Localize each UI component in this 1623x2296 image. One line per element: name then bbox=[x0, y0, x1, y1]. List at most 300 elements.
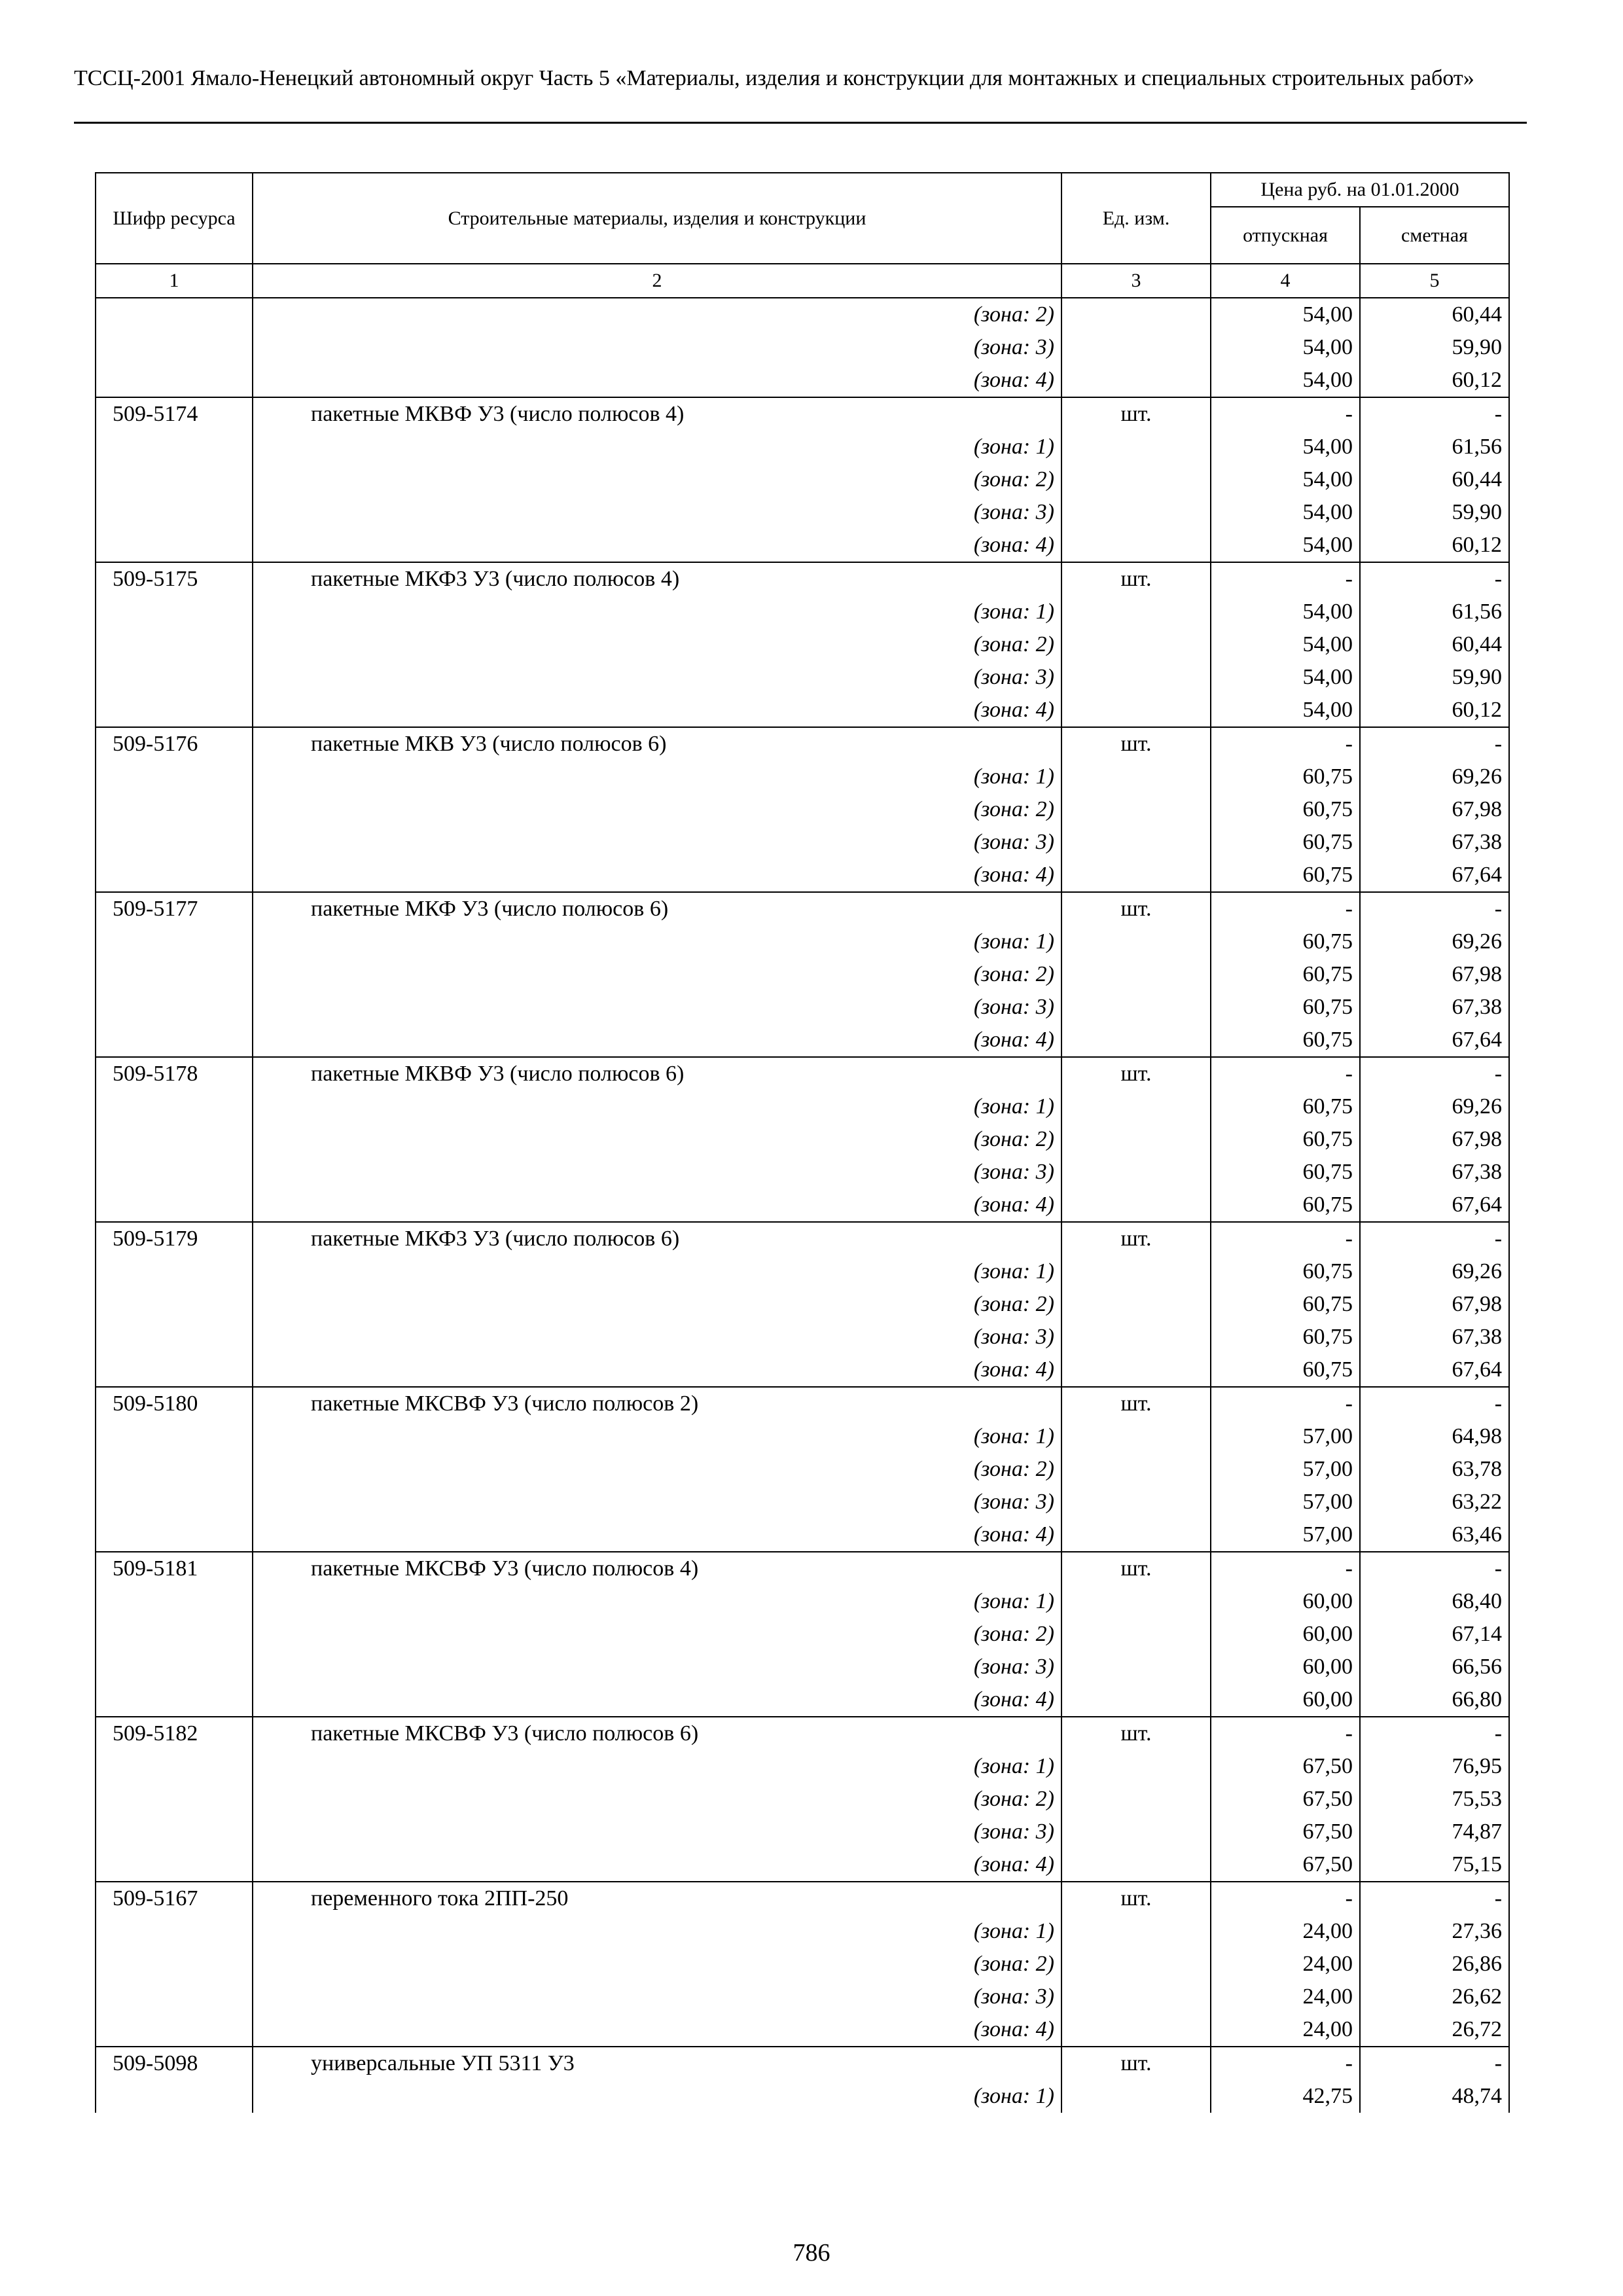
code-cell bbox=[96, 431, 253, 463]
table-row bbox=[96, 331, 1509, 364]
unit-cell bbox=[1061, 1783, 1211, 1816]
zone-cell: (зона: 4) bbox=[253, 1518, 1061, 1552]
table-row bbox=[96, 991, 1509, 1024]
estimate-price-cell: - bbox=[1360, 1222, 1509, 1255]
release-price-cell: 60,75 bbox=[1211, 991, 1360, 1024]
zone-cell: (зона: 3) bbox=[253, 826, 1061, 859]
table-row bbox=[96, 1255, 1509, 1288]
zone-cell: (зона: 4) bbox=[253, 1189, 1061, 1222]
table-row bbox=[96, 1123, 1509, 1156]
code-cell bbox=[96, 958, 253, 991]
table-row bbox=[96, 1321, 1509, 1354]
zone-cell: (зона: 3) bbox=[253, 991, 1061, 1024]
estimate-price-cell: 60,12 bbox=[1360, 529, 1509, 562]
estimate-price-cell: - bbox=[1360, 1552, 1509, 1585]
zone-cell: (зона: 3) bbox=[253, 1156, 1061, 1189]
release-price-cell: 57,00 bbox=[1211, 1420, 1360, 1453]
estimate-price-cell: - bbox=[1360, 397, 1509, 431]
code-cell bbox=[96, 1848, 253, 1882]
zone-cell: (зона: 4) bbox=[253, 1683, 1061, 1717]
code-cell bbox=[96, 859, 253, 892]
table-row bbox=[96, 628, 1509, 661]
material-name-cell: пакетные МКФ У3 (число полюсов 6) bbox=[253, 892, 1061, 925]
zone-cell: (зона: 1) bbox=[253, 1750, 1061, 1783]
table-row bbox=[96, 463, 1509, 496]
unit-cell: шт. bbox=[1061, 397, 1211, 431]
unit-cell: шт. bbox=[1061, 1057, 1211, 1090]
estimate-price-cell: 60,44 bbox=[1360, 463, 1509, 496]
release-price-cell: - bbox=[1211, 1387, 1360, 1420]
release-price-cell: 24,00 bbox=[1211, 1948, 1360, 1981]
code-cell bbox=[96, 2013, 253, 2047]
estimate-price-cell: 69,26 bbox=[1360, 1255, 1509, 1288]
table-row bbox=[96, 1288, 1509, 1321]
unit-cell bbox=[1061, 1585, 1211, 1618]
table-row bbox=[96, 1354, 1509, 1387]
col-name-header: Строительные материалы, изделия и конструкции bbox=[253, 173, 1061, 264]
release-price-cell: 67,50 bbox=[1211, 1816, 1360, 1848]
estimate-price-cell: 67,38 bbox=[1360, 1156, 1509, 1189]
table-row bbox=[96, 793, 1509, 826]
estimate-price-cell: 60,12 bbox=[1360, 694, 1509, 727]
col-release-header: отпускная bbox=[1211, 207, 1360, 264]
unit-cell bbox=[1061, 331, 1211, 364]
unit-cell bbox=[1061, 1453, 1211, 1486]
unit-cell bbox=[1061, 991, 1211, 1024]
material-name-cell: универсальные УП 5311 У3 bbox=[253, 2047, 1061, 2080]
unit-cell bbox=[1061, 1618, 1211, 1651]
zone-cell: (зона: 2) bbox=[253, 1123, 1061, 1156]
estimate-price-cell: 61,56 bbox=[1360, 431, 1509, 463]
resource-code-cell: 509-5179 bbox=[96, 1222, 253, 1255]
unit-cell bbox=[1061, 761, 1211, 793]
release-price-cell: 60,75 bbox=[1211, 1123, 1360, 1156]
table-row bbox=[96, 1486, 1509, 1518]
estimate-price-cell: 67,98 bbox=[1360, 793, 1509, 826]
release-price-cell: 54,00 bbox=[1211, 364, 1360, 397]
table-row bbox=[96, 1585, 1509, 1618]
table-row bbox=[96, 727, 1509, 761]
zone-cell: (зона: 2) bbox=[253, 1288, 1061, 1321]
zone-cell: (зона: 1) bbox=[253, 925, 1061, 958]
table-row bbox=[96, 1387, 1509, 1420]
table-row bbox=[96, 1882, 1509, 1915]
table-row bbox=[96, 1156, 1509, 1189]
price-table bbox=[95, 172, 1510, 2113]
code-cell bbox=[96, 298, 253, 331]
code-cell bbox=[96, 925, 253, 958]
unit-cell bbox=[1061, 694, 1211, 727]
release-price-cell: - bbox=[1211, 1882, 1360, 1915]
table-row bbox=[96, 1618, 1509, 1651]
estimate-price-cell: 26,62 bbox=[1360, 1981, 1509, 2013]
code-cell bbox=[96, 2080, 253, 2113]
zone-cell: (зона: 3) bbox=[253, 1321, 1061, 1354]
code-cell bbox=[96, 1816, 253, 1848]
material-name-cell: переменного тока 2ПП-250 bbox=[253, 1882, 1061, 1915]
release-price-cell: 42,75 bbox=[1211, 2080, 1360, 2113]
table-row bbox=[96, 892, 1509, 925]
zone-cell: (зона: 3) bbox=[253, 496, 1061, 529]
zone-cell: (зона: 1) bbox=[253, 1255, 1061, 1288]
estimate-price-cell: 67,98 bbox=[1360, 958, 1509, 991]
unit-cell bbox=[1061, 1156, 1211, 1189]
estimate-price-cell: 60,44 bbox=[1360, 628, 1509, 661]
unit-cell bbox=[1061, 1750, 1211, 1783]
release-price-cell: - bbox=[1211, 562, 1360, 596]
code-cell bbox=[96, 1354, 253, 1387]
zone-cell: (зона: 3) bbox=[253, 1816, 1061, 1848]
code-cell bbox=[96, 1024, 253, 1057]
release-price-cell: 60,75 bbox=[1211, 958, 1360, 991]
unit-cell: шт. bbox=[1061, 1222, 1211, 1255]
table-row bbox=[96, 1848, 1509, 1882]
table-row bbox=[96, 1090, 1509, 1123]
material-name-cell: пакетные МКВФ У3 (число полюсов 4) bbox=[253, 397, 1061, 431]
release-price-cell: 54,00 bbox=[1211, 596, 1360, 628]
unit-cell bbox=[1061, 661, 1211, 694]
code-cell bbox=[96, 793, 253, 826]
unit-cell bbox=[1061, 1848, 1211, 1882]
zone-cell: (зона: 2) bbox=[253, 1783, 1061, 1816]
estimate-price-cell: 27,36 bbox=[1360, 1915, 1509, 1948]
code-cell bbox=[96, 331, 253, 364]
table-body bbox=[96, 298, 1509, 2113]
zone-cell: (зона: 4) bbox=[253, 859, 1061, 892]
unit-cell bbox=[1061, 793, 1211, 826]
table-row bbox=[96, 1816, 1509, 1848]
table-row bbox=[96, 1420, 1509, 1453]
table-row bbox=[96, 694, 1509, 727]
zone-cell: (зона: 1) bbox=[253, 1585, 1061, 1618]
release-price-cell: 54,00 bbox=[1211, 628, 1360, 661]
table-row bbox=[96, 761, 1509, 793]
table-row bbox=[96, 826, 1509, 859]
unit-cell bbox=[1061, 529, 1211, 562]
unit-cell: шт. bbox=[1061, 562, 1211, 596]
estimate-price-cell: 67,98 bbox=[1360, 1123, 1509, 1156]
release-price-cell: 67,50 bbox=[1211, 1750, 1360, 1783]
estimate-price-cell: 69,26 bbox=[1360, 1090, 1509, 1123]
estimate-price-cell: 67,14 bbox=[1360, 1618, 1509, 1651]
code-cell bbox=[96, 1750, 253, 1783]
zone-cell: (зона: 3) bbox=[253, 661, 1061, 694]
estimate-price-cell: 63,78 bbox=[1360, 1453, 1509, 1486]
estimate-price-cell: 67,64 bbox=[1360, 859, 1509, 892]
col-num-1: 1 bbox=[96, 264, 253, 298]
release-price-cell: - bbox=[1211, 892, 1360, 925]
estimate-price-cell: 68,40 bbox=[1360, 1585, 1509, 1618]
unit-cell bbox=[1061, 1090, 1211, 1123]
code-cell bbox=[96, 1783, 253, 1816]
header-rule bbox=[74, 122, 1527, 124]
resource-code-cell: 509-5178 bbox=[96, 1057, 253, 1090]
table-row bbox=[96, 1552, 1509, 1585]
table-row bbox=[96, 925, 1509, 958]
zone-cell: (зона: 4) bbox=[253, 1354, 1061, 1387]
table-row bbox=[96, 1057, 1509, 1090]
unit-cell bbox=[1061, 496, 1211, 529]
zone-cell: (зона: 1) bbox=[253, 2080, 1061, 2113]
zone-cell: (зона: 2) bbox=[253, 1618, 1061, 1651]
unit-cell bbox=[1061, 1123, 1211, 1156]
unit-cell bbox=[1061, 1354, 1211, 1387]
zone-cell: (зона: 3) bbox=[253, 331, 1061, 364]
estimate-price-cell: 69,26 bbox=[1360, 925, 1509, 958]
table-row bbox=[96, 1024, 1509, 1057]
estimate-price-cell: 66,80 bbox=[1360, 1683, 1509, 1717]
unit-cell bbox=[1061, 1915, 1211, 1948]
table-row bbox=[96, 2047, 1509, 2080]
release-price-cell: 54,00 bbox=[1211, 431, 1360, 463]
zone-cell: (зона: 4) bbox=[253, 529, 1061, 562]
estimate-price-cell: 75,15 bbox=[1360, 1848, 1509, 1882]
release-price-cell: 57,00 bbox=[1211, 1453, 1360, 1486]
zone-cell: (зона: 3) bbox=[253, 1651, 1061, 1683]
unit-cell bbox=[1061, 1024, 1211, 1057]
material-name-cell: пакетные МКВФ У3 (число полюсов 6) bbox=[253, 1057, 1061, 1090]
unit-cell bbox=[1061, 2013, 1211, 2047]
estimate-price-cell: 59,90 bbox=[1360, 661, 1509, 694]
estimate-price-cell: 26,86 bbox=[1360, 1948, 1509, 1981]
code-cell bbox=[96, 1683, 253, 1717]
zone-cell: (зона: 4) bbox=[253, 2013, 1061, 2047]
table-row bbox=[96, 397, 1509, 431]
estimate-price-cell: 60,12 bbox=[1360, 364, 1509, 397]
code-cell bbox=[96, 1156, 253, 1189]
unit-cell bbox=[1061, 925, 1211, 958]
estimate-price-cell: 61,56 bbox=[1360, 596, 1509, 628]
code-cell bbox=[96, 1321, 253, 1354]
unit-cell bbox=[1061, 958, 1211, 991]
code-cell bbox=[96, 694, 253, 727]
unit-cell bbox=[1061, 859, 1211, 892]
resource-code-cell: 509-5177 bbox=[96, 892, 253, 925]
zone-cell: (зона: 3) bbox=[253, 1981, 1061, 2013]
estimate-price-cell: 48,74 bbox=[1360, 2080, 1509, 2113]
zone-cell: (зона: 1) bbox=[253, 1090, 1061, 1123]
release-price-cell: 67,50 bbox=[1211, 1848, 1360, 1882]
zone-cell: (зона: 4) bbox=[253, 1024, 1061, 1057]
table-row bbox=[96, 661, 1509, 694]
unit-cell bbox=[1061, 826, 1211, 859]
release-price-cell: 60,75 bbox=[1211, 1354, 1360, 1387]
unit-cell bbox=[1061, 596, 1211, 628]
unit-cell: шт. bbox=[1061, 1717, 1211, 1750]
resource-code-cell: 509-5174 bbox=[96, 397, 253, 431]
table-row bbox=[96, 1981, 1509, 2013]
release-price-cell: 60,75 bbox=[1211, 826, 1360, 859]
code-cell bbox=[96, 1618, 253, 1651]
code-cell bbox=[96, 1651, 253, 1683]
estimate-price-cell: - bbox=[1360, 1717, 1509, 1750]
code-cell bbox=[96, 1288, 253, 1321]
code-cell bbox=[96, 1585, 253, 1618]
code-cell bbox=[96, 529, 253, 562]
unit-cell: шт. bbox=[1061, 1552, 1211, 1585]
release-price-cell: 60,75 bbox=[1211, 1288, 1360, 1321]
estimate-price-cell: 76,95 bbox=[1360, 1750, 1509, 1783]
page-header: ТССЦ-2001 Ямало-Ненецкий автономный округ Часть 5 «Материалы, изделия и конструкции для монтажных и специальных строительных работ» bbox=[74, 66, 1474, 90]
zone-cell: (зона: 1) bbox=[253, 431, 1061, 463]
resource-code-cell: 509-5176 bbox=[96, 727, 253, 761]
unit-cell: шт. bbox=[1061, 1882, 1211, 1915]
code-cell bbox=[96, 1420, 253, 1453]
unit-cell bbox=[1061, 1518, 1211, 1552]
release-price-cell: 60,75 bbox=[1211, 859, 1360, 892]
estimate-price-cell: 63,22 bbox=[1360, 1486, 1509, 1518]
release-price-cell: - bbox=[1211, 397, 1360, 431]
col-code-header: Шифр ресурса bbox=[96, 173, 253, 264]
col-estimate-header: сметная bbox=[1360, 207, 1509, 264]
material-name-cell: пакетные МКВ У3 (число полюсов 6) bbox=[253, 727, 1061, 761]
release-price-cell: 54,00 bbox=[1211, 661, 1360, 694]
release-price-cell: 60,00 bbox=[1211, 1683, 1360, 1717]
resource-code-cell: 509-5182 bbox=[96, 1717, 253, 1750]
zone-cell: (зона: 2) bbox=[253, 298, 1061, 331]
table-row bbox=[96, 364, 1509, 397]
table-row bbox=[96, 562, 1509, 596]
estimate-price-cell: - bbox=[1360, 2047, 1509, 2080]
table-row bbox=[96, 1915, 1509, 1948]
estimate-price-cell: 67,98 bbox=[1360, 1288, 1509, 1321]
unit-cell bbox=[1061, 1651, 1211, 1683]
table-row bbox=[96, 1453, 1509, 1486]
release-price-cell: 54,00 bbox=[1211, 496, 1360, 529]
release-price-cell: 60,00 bbox=[1211, 1618, 1360, 1651]
estimate-price-cell: 64,98 bbox=[1360, 1420, 1509, 1453]
zone-cell: (зона: 1) bbox=[253, 1915, 1061, 1948]
estimate-price-cell: 67,64 bbox=[1360, 1354, 1509, 1387]
unit-cell bbox=[1061, 1288, 1211, 1321]
unit-cell bbox=[1061, 1948, 1211, 1981]
table-row bbox=[96, 1717, 1509, 1750]
code-cell bbox=[96, 496, 253, 529]
release-price-cell: 57,00 bbox=[1211, 1518, 1360, 1552]
release-price-cell: 60,75 bbox=[1211, 925, 1360, 958]
resource-code-cell: 509-5098 bbox=[96, 2047, 253, 2080]
table-row bbox=[96, 1651, 1509, 1683]
estimate-price-cell: 59,90 bbox=[1360, 496, 1509, 529]
estimate-price-cell: 67,38 bbox=[1360, 1321, 1509, 1354]
release-price-cell: 54,00 bbox=[1211, 298, 1360, 331]
release-price-cell: - bbox=[1211, 1552, 1360, 1585]
release-price-cell: - bbox=[1211, 727, 1360, 761]
release-price-cell: 54,00 bbox=[1211, 463, 1360, 496]
table-row bbox=[96, 1750, 1509, 1783]
code-cell bbox=[96, 463, 253, 496]
zone-cell: (зона: 4) bbox=[253, 694, 1061, 727]
code-cell bbox=[96, 596, 253, 628]
unit-cell bbox=[1061, 431, 1211, 463]
release-price-cell: 24,00 bbox=[1211, 1981, 1360, 2013]
resource-code-cell: 509-5175 bbox=[96, 562, 253, 596]
estimate-price-cell: - bbox=[1360, 892, 1509, 925]
material-name-cell: пакетные МКСВФ У3 (число полюсов 6) bbox=[253, 1717, 1061, 1750]
zone-cell: (зона: 1) bbox=[253, 596, 1061, 628]
zone-cell: (зона: 4) bbox=[253, 1848, 1061, 1882]
table-row bbox=[96, 431, 1509, 463]
zone-cell: (зона: 1) bbox=[253, 1420, 1061, 1453]
estimate-price-cell: 26,72 bbox=[1360, 2013, 1509, 2047]
zone-cell: (зона: 4) bbox=[253, 364, 1061, 397]
zone-cell: (зона: 2) bbox=[253, 1453, 1061, 1486]
zone-cell: (зона: 2) bbox=[253, 463, 1061, 496]
release-price-cell: - bbox=[1211, 1717, 1360, 1750]
table-row bbox=[96, 596, 1509, 628]
col-num-4: 4 bbox=[1211, 264, 1360, 298]
code-cell bbox=[96, 1518, 253, 1552]
release-price-cell: 60,75 bbox=[1211, 1156, 1360, 1189]
unit-cell: шт. bbox=[1061, 2047, 1211, 2080]
resource-code-cell: 509-5167 bbox=[96, 1882, 253, 1915]
code-cell bbox=[96, 1453, 253, 1486]
release-price-cell: 67,50 bbox=[1211, 1783, 1360, 1816]
estimate-price-cell: 63,46 bbox=[1360, 1518, 1509, 1552]
unit-cell bbox=[1061, 1255, 1211, 1288]
unit-cell bbox=[1061, 1321, 1211, 1354]
table-row bbox=[96, 298, 1509, 331]
resource-code-cell: 509-5181 bbox=[96, 1552, 253, 1585]
col-num-2: 2 bbox=[253, 264, 1061, 298]
estimate-price-cell: 75,53 bbox=[1360, 1783, 1509, 1816]
zone-cell: (зона: 2) bbox=[253, 1948, 1061, 1981]
zone-cell: (зона: 3) bbox=[253, 1486, 1061, 1518]
estimate-price-cell: 69,26 bbox=[1360, 761, 1509, 793]
release-price-cell: 60,75 bbox=[1211, 1255, 1360, 1288]
table-row bbox=[96, 1783, 1509, 1816]
release-price-cell: 60,75 bbox=[1211, 1024, 1360, 1057]
estimate-price-cell: 67,64 bbox=[1360, 1024, 1509, 1057]
release-price-cell: 60,75 bbox=[1211, 1090, 1360, 1123]
estimate-price-cell: - bbox=[1360, 1057, 1509, 1090]
unit-cell bbox=[1061, 1189, 1211, 1222]
table-row bbox=[96, 2080, 1509, 2113]
unit-cell bbox=[1061, 1486, 1211, 1518]
estimate-price-cell: 60,44 bbox=[1360, 298, 1509, 331]
estimate-price-cell: - bbox=[1360, 1387, 1509, 1420]
table-row bbox=[96, 859, 1509, 892]
estimate-price-cell: 67,38 bbox=[1360, 826, 1509, 859]
unit-cell bbox=[1061, 463, 1211, 496]
unit-cell bbox=[1061, 1683, 1211, 1717]
unit-cell bbox=[1061, 1816, 1211, 1848]
code-cell bbox=[96, 1981, 253, 2013]
release-price-cell: 60,00 bbox=[1211, 1585, 1360, 1618]
release-price-cell: - bbox=[1211, 2047, 1360, 2080]
estimate-price-cell: 67,38 bbox=[1360, 991, 1509, 1024]
table-row bbox=[96, 496, 1509, 529]
code-cell bbox=[96, 628, 253, 661]
release-price-cell: 60,75 bbox=[1211, 1321, 1360, 1354]
release-price-cell: 54,00 bbox=[1211, 529, 1360, 562]
unit-cell bbox=[1061, 628, 1211, 661]
table-row bbox=[96, 1948, 1509, 1981]
table-row bbox=[96, 2013, 1509, 2047]
col-num-5: 5 bbox=[1360, 264, 1509, 298]
zone-cell: (зона: 2) bbox=[253, 628, 1061, 661]
code-cell bbox=[96, 1486, 253, 1518]
release-price-cell: 60,00 bbox=[1211, 1651, 1360, 1683]
page-number: 786 bbox=[793, 2239, 830, 2267]
code-cell bbox=[96, 1090, 253, 1123]
release-price-cell: 54,00 bbox=[1211, 694, 1360, 727]
release-price-cell: - bbox=[1211, 1057, 1360, 1090]
resource-code-cell: 509-5180 bbox=[96, 1387, 253, 1420]
code-cell bbox=[96, 364, 253, 397]
table-row bbox=[96, 1683, 1509, 1717]
estimate-price-cell: - bbox=[1360, 1882, 1509, 1915]
